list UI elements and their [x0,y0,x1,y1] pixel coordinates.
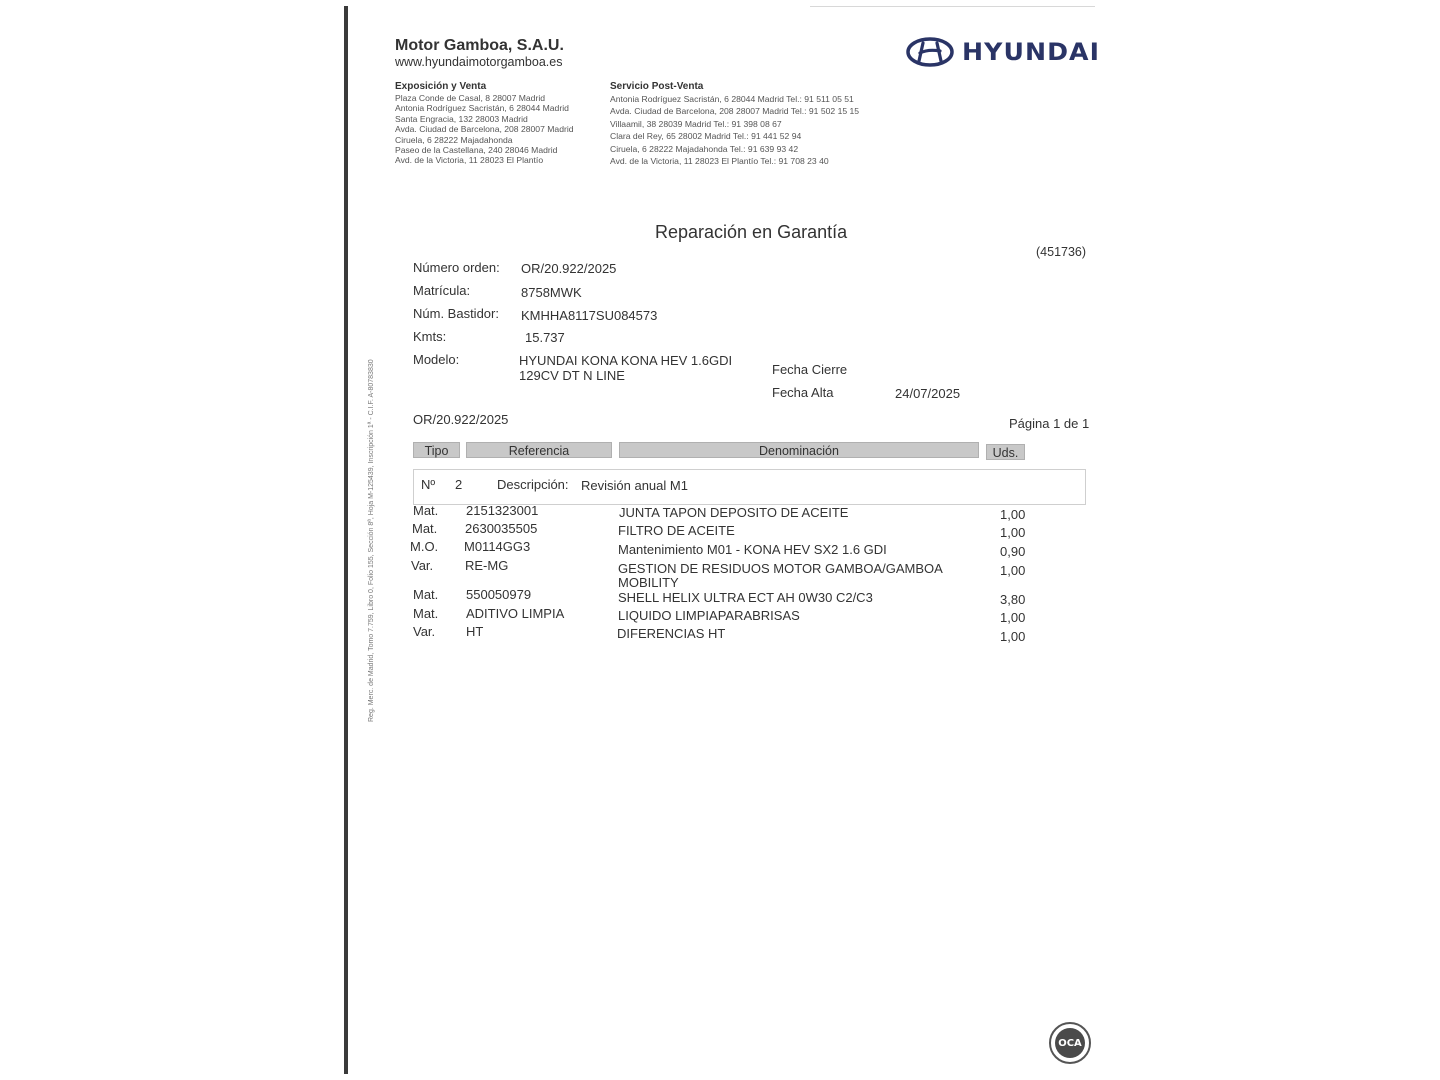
address-row: Clara del Rey, 65 28002 Madrid Tel.: 91 441 52 94 [610,131,802,142]
cell-tipo: Mat. [413,587,439,602]
hyundai-emblem-icon [906,37,954,67]
open-date-value: 24/07/2025 [895,386,961,401]
cell-referencia: RE-MG [465,558,509,573]
sales-heading: Exposición y Venta [395,81,487,92]
registry-side-text: Reg. Merc. de Madrid, Tomo 7.759, Libro 0, Folio 155, Sección 8ª, Hoja M-125439, Inscripción 1ª - C.I.F. A-80783830 [368,359,375,722]
cell-denominacion: GESTION DE RESIDUOS MOTOR GAMBOA/GAMBOA MOBILITY [618,561,943,590]
close-date-label: Fecha Cierre [772,362,848,377]
cell-referencia: 550050979 [466,587,532,602]
oca-certification-stamp [1049,1022,1091,1064]
address-row: Ciruela, 6 28222 Majadahonda Tel.: 91 639 93 42 [610,143,799,154]
km-value: 15.737 [525,330,565,345]
description-label: Descripción: [497,477,569,492]
open-date-label: Fecha Alta [772,385,834,400]
cell-uds: 1,00 [1000,507,1026,522]
cell-tipo: M.O. [410,539,439,554]
hyundai-logo [906,36,1101,68]
model-value-line2: 129CV DT N LINE [519,368,625,383]
cell-denominacion: Mantenimiento M01 - KONA HEV SX2 1.6 GDI [618,542,887,557]
km-label: Kmts: [413,329,447,344]
description-no-label: Nº [421,477,436,492]
description-value: Revisión anual M1 [581,478,688,493]
cell-referencia: HT [466,624,484,639]
address-row: Avda. Ciudad de Barcelona, 208 28007 Madrid Tel.: 91 502 15 15 [610,106,860,117]
document-number: (451736) [1036,245,1087,259]
column-header-referencia: Referencia [466,442,612,458]
cell-tipo: Mat. [412,521,438,536]
address-row: Paseo de la Castellana, 240 28046 Madrid [395,145,558,156]
hyundai-wordmark: HYUNDAI [962,38,1101,66]
vin-label: Núm. Bastidor: [413,306,499,321]
column-header-denominacion: Denominación [619,442,979,458]
address-row: Avd. de la Victoria, 11 28023 El Plantío Tel.: 91 708 23 40 [610,156,829,167]
cell-denominacion: JUNTA TAPON DEPOSITO DE ACEITE [619,505,849,520]
address-row: Ciruela, 6 28222 Majadahonda [395,134,513,145]
cell-tipo: Mat. [413,503,439,518]
company-name: Motor Gamboa, S.A.U. [395,37,564,54]
cell-tipo: Mat. [413,606,439,621]
company-website: www.hyundaimotorgamboa.es [395,55,563,69]
cell-tipo: Var. [413,624,436,639]
address-row: Plaza Conde de Casal, 8 28007 Madrid [395,93,546,103]
cell-denominacion: LIQUIDO LIMPIAPARABRISAS [618,608,800,623]
order-number-label: Número orden: [413,260,500,275]
service-heading: Servicio Post-Venta [610,81,704,92]
cell-denominacion: SHELL HELIX ULTRA ECT AH 0W30 C2/C3 [618,590,873,605]
oca-stamp-label: OCA [1055,1028,1085,1058]
vin-value: KMHHA8117SU084573 [521,308,658,323]
plate-value: 8758MWK [521,285,582,300]
service-addresses [610,80,859,167]
model-value-line1: HYUNDAI KONA KONA HEV 1.6GDI [519,353,733,368]
column-header-tipo: Tipo [413,442,460,458]
cell-referencia: 2151323001 [466,503,539,518]
address-row: Antonia Rodríguez Sacristán, 6 28044 Madrid Tel.: 91 511 05 51 [610,94,854,104]
cell-uds: 3,80 [1000,592,1026,607]
order-number-value: OR/20.922/2025 [521,261,617,276]
cell-referencia: 2630035505 [465,521,538,536]
cell-uds: 1,00 [1000,629,1026,644]
cell-uds: 0,90 [1000,544,1026,559]
cell-tipo: Var. [411,558,434,573]
cell-uds: 1,00 [1000,563,1026,578]
plate-label: Matrícula: [413,283,471,298]
scan-top-line [810,6,1095,7]
sales-addresses [395,80,574,166]
address-row: Avd. de la Victoria, 11 28023 El Plantío [395,155,544,166]
cell-denominacion: DIFERENCIAS HT [617,626,726,641]
address-row: Santa Engracia, 132 28003 Madrid [395,113,528,124]
cell-denominacion: FILTRO DE ACEITE [618,523,735,538]
description-no-value: 2 [455,477,463,492]
cell-referencia: ADITIVO LIMPIA [466,606,565,621]
address-row: Antonia Rodríguez Sacristán, 6 28044 Madrid [395,103,569,114]
address-row: Villaamil, 38 28039 Madrid Tel.: 91 398 08 67 [610,118,782,129]
cell-referencia: M0114GG3 [464,539,531,554]
document-title: Reparación en Garantía [655,222,848,242]
cell-uds: 1,00 [1000,525,1026,540]
order-reference: OR/20.922/2025 [413,412,509,427]
address-row: Avda. Ciudad de Barcelona, 208 28007 Madrid [395,124,574,135]
column-header-uds: Uds. [986,444,1025,460]
page-number: Página 1 de 1 [1009,416,1090,431]
cell-uds: 1,00 [1000,610,1026,625]
model-label: Modelo: [413,352,460,367]
